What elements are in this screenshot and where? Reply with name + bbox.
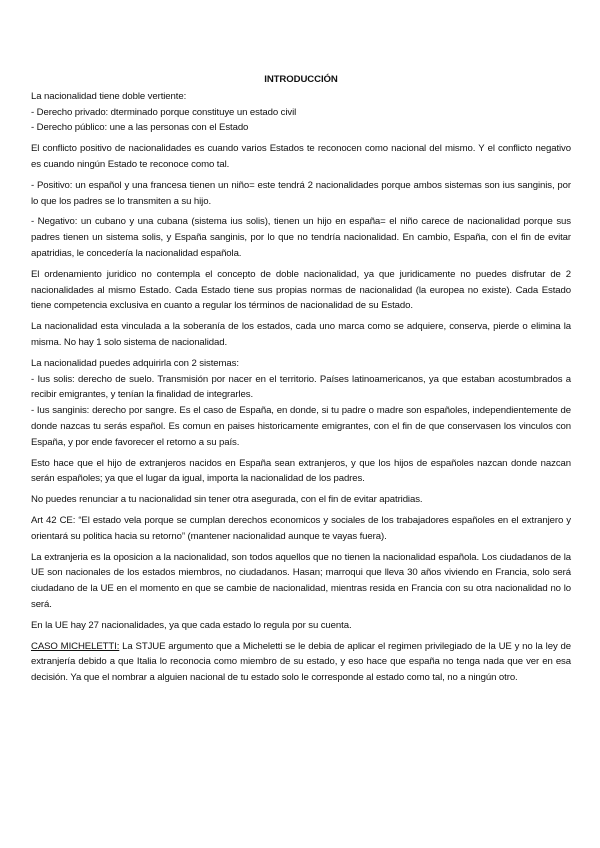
article-42-paragraph: Art 42 CE: “El estado vela porque se cumplan derechos economicos y sociales de los trabajadores españoles en el extranjero y orientará su politica hacia su retorno” (mantener nacionalidad aunque te vayas fuera). <box>31 514 571 542</box>
ius-sanginis-item: - Ius sanginis: derecho por sangre. Es el caso de España, en donde, si tu padre o madre son españoles, independientemente de donde nazcas tu serás español. Es comun en paises historicamente emigrantes, con el fin de que conservasen los vinculos con España, y por ende favorecer el retorno a su país. <box>31 405 571 448</box>
conflict-paragraph: El conflicto positivo de nacionalidades es cuando varios Estados te reconocen como nacional del mismo. Y el conflicto negativo es cuando ningún Estado te reconoce como tal. <box>31 143 571 170</box>
document-title: INTRODUCCIÓN <box>264 74 338 85</box>
intro-line: - Derecho privado: dterminado porque constituye un estado civil <box>31 106 297 118</box>
intro-line: La nacionalidad tiene doble vertiente: <box>31 90 187 102</box>
negative-conflict-paragraph: - Negativo: un cubano y una cubana (sistema ius solis), tienen un hijo en españa= el niño carece de nacionalidad porque sus padres tienen un sistema solis, y España sanginis, por lo que no tendría nacionalidad. En cambio, España, con el fin de evitar apatridias, le concedería la nacionalidad española. <box>31 216 571 259</box>
micheletti-case-paragraph <box>31 639 571 686</box>
foreigners-paragraph: La extranjeria es la oposicion a la nacionalidad, son todos aquellos que no tienen la nacionalidad española. Los ciudadanos de la UE son nacionales de los estados miembros, no ciudadanos. Hasan; marroqui que lleva 30 años viviendo en Francia, solo será ciudadano de la UE en el momento en que se cambie de nacionalidad, mientras resida en Francia con su otra nacionalidad no lo será. <box>31 551 571 610</box>
positive-conflict-paragraph: - Positivo: un español y una francesa tienen un niño= este tendrá 2 nacionalidades porque ambos sistemas son ius sanginis, por lo que los padres se lo transmiten a su hijo. <box>31 179 571 207</box>
eu-nationalities-paragraph: En la UE hay 27 nacionalidades, ya que cada estado lo regula por su cuenta. <box>31 619 352 631</box>
sovereignty-paragraph: La nacionalidad esta vinculada a la soberanía de los estados, cada uno marca como se adquiere, conserva, pierde o elimina la misma. No hay 1 solo sistema de nacionalidad. <box>31 321 571 348</box>
ius-solis-item: - Ius solis: derecho de suelo. Transmisión por nacer en el territorio. Países latinoamericanos, ya que estaban acostumbrados a recibir emigrantes, y tenían la finalidad de integrarles. <box>31 373 571 401</box>
legal-order-paragraph: El ordenamiento juridico no contempla el concepto de doble nacionalidad, ya que juridicamente no puedes disfrutar de 2 nacionalidades al mismo Estado. Cada Estado tiene sus propias normas de nacionalidad (la europea no existe). Cada Estado tiene competencia exclusiva en cuanto a regular los términos de nacionalidad de su Estado. <box>31 268 571 312</box>
case-label: CASO MICHELETTI: <box>31 640 120 652</box>
children-paragraph: Esto hace que el hijo de extranjeros nacidos en España sean extranjeros, y que los hijos de españoles nazcan donde nazcan serán españoles; ya que el lugar da igual, importa la nacionalidad de los padres. <box>31 457 571 485</box>
systems-paragraph <box>31 356 571 451</box>
intro-paragraph <box>31 89 571 136</box>
intro-line: - Derecho público: une a las personas con el Estado <box>31 122 249 134</box>
systems-intro: La nacionalidad puedes adquirirla con 2 sistemas: <box>31 357 239 369</box>
renounce-paragraph: No puedes renunciar a tu nacionalidad sin tener otra asegurada, con el fin de evitar apatridias. <box>31 494 423 506</box>
document-body <box>31 72 571 691</box>
case-text: La STJUE argumento que a Micheletti se le debia de aplicar el regimen privilegiado de la UE y no la ley de extranjería debido a que Italia lo reconocia como miembro de su estado, y eso hace que españa no tenga nada que ver en esa decisión. Ya que el nombrar a alguien nacional de tu estado solo le corresponde al estado como tal, no a ningún otro. <box>31 640 571 684</box>
